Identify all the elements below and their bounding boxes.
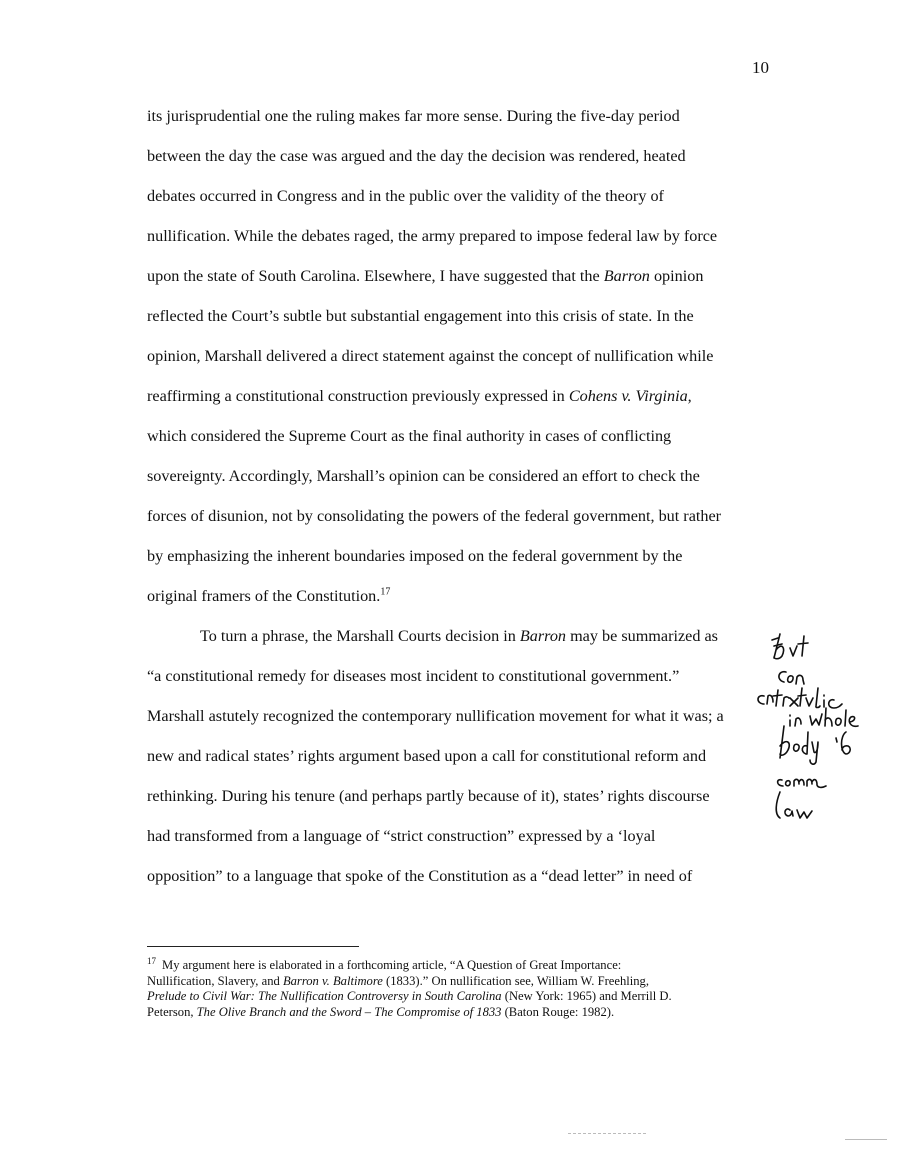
- text-run: rethinking. During his tenure (and perhaps partly because of it), states’ rights discourse: [147, 787, 710, 805]
- body-line: [147, 786, 787, 826]
- text-run: To turn a phrase, the Marshall Courts decision in: [200, 627, 520, 645]
- body-line: [147, 546, 787, 586]
- text-run: forces of disunion, not by consolidating the powers of the federal government, but rather: [147, 507, 722, 525]
- italic-text: Prelude to Civil War: The Nullification Controversy in South Carolina: [147, 989, 502, 1003]
- body-line: [147, 666, 787, 706]
- body-line: [147, 426, 787, 466]
- footnote-divider: [147, 946, 359, 947]
- text-run: opinion: [649, 267, 704, 285]
- handwriting-drawing: [752, 628, 892, 828]
- footnote: [147, 955, 807, 1020]
- footnote-line: [147, 1005, 807, 1021]
- text-run: opposition” to a language that spoke of the Constitution as a “dead letter” in need of: [147, 867, 693, 885]
- text-run: had transformed from a language of “strict construction” expressed by a ‘loyal: [147, 827, 656, 845]
- body-line: [147, 186, 787, 226]
- italic-text: Barron v. Baltimore: [282, 973, 383, 988]
- text-run: My argument here is elaborated in a forthcoming article, “A Question of Great Importance:: [162, 958, 622, 972]
- text-run: (New York: 1965) and Merrill D.: [501, 989, 672, 1003]
- body-line: [147, 266, 787, 306]
- body-line: [147, 866, 787, 906]
- footnote-marker: 17: [147, 955, 156, 966]
- body-text: [147, 106, 787, 906]
- footnote-line: [147, 989, 807, 1005]
- text-run: “a constitutional remedy for diseases most incident to constitutional government.”: [147, 667, 680, 685]
- text-run: may be summarized as: [566, 627, 718, 645]
- italic-text: The Olive Branch and the Sword – The Compromise of 1833: [196, 1004, 502, 1019]
- body-line: [147, 626, 787, 666]
- scan-artifact-line: [568, 1133, 646, 1134]
- text-run: reflected the Court’s subtle but substantial engagement into this crisis of state. In the: [147, 307, 694, 325]
- body-line: [147, 106, 787, 146]
- scan-artifact-line: [845, 1139, 887, 1140]
- text-run: opinion, Marshall delivered a direct statement against the concept of nullification while: [147, 347, 714, 365]
- body-line: [147, 746, 787, 786]
- italic-text: Barron: [603, 267, 650, 285]
- page-number: 10: [752, 58, 769, 77]
- body-line: [147, 706, 787, 746]
- text-run: Peterson,: [147, 1004, 197, 1019]
- body-line: [147, 346, 787, 386]
- text-run: its jurisprudential one the ruling makes far more sense. During the five-day period: [147, 107, 680, 125]
- text-run: new and radical states’ rights argument based upon a call for constitutional reform and: [147, 747, 707, 765]
- text-run: which considered the Supreme Court as the final authority in cases of conflicting: [147, 427, 672, 445]
- text-run: upon the state of South Carolina. Elsewhere, I have suggested that the: [147, 267, 604, 285]
- body-line: [147, 506, 787, 546]
- text-run: (1833).” On nullification see, William W. Freehling,: [382, 973, 649, 988]
- body-line: [147, 386, 787, 426]
- body-line: [147, 306, 787, 346]
- text-run: Marshall astutely recognized the contemporary nullification movement for what it was; a: [147, 707, 724, 725]
- text-run: Nullification, Slavery, and: [147, 973, 283, 988]
- text-run: original framers of the Constitution.: [147, 587, 381, 605]
- footnote-line: [147, 955, 807, 974]
- italic-text: Barron: [519, 627, 567, 645]
- text-run: nullification. While the debates raged, the army prepared to impose federal law by force: [147, 227, 718, 245]
- text-run: by emphasizing the inherent boundaries imposed on the federal government by the: [147, 547, 683, 565]
- body-line: [147, 586, 787, 626]
- text-run: (Baton Rouge: 1982).: [501, 1004, 615, 1019]
- body-line: [147, 466, 787, 506]
- footnote-marker: 17: [380, 586, 391, 598]
- body-line: [147, 146, 787, 186]
- text-run: sovereignty. Accordingly, Marshall’s opinion can be considered an effort to check the: [147, 467, 700, 485]
- text-run: reaffirming a constitutional construction previously expressed in: [147, 387, 569, 405]
- italic-text: Cohens v. Virginia,: [568, 387, 692, 405]
- text-run: debates occurred in Congress and in the public over the validity of the theory of: [147, 187, 664, 205]
- text-run: between the day the case was argued and the day the decision was rendered, heated: [147, 147, 686, 165]
- body-line: [147, 826, 787, 866]
- footnote-line: [147, 974, 807, 990]
- body-line: [147, 226, 787, 266]
- handwritten-margin-note: [752, 628, 892, 828]
